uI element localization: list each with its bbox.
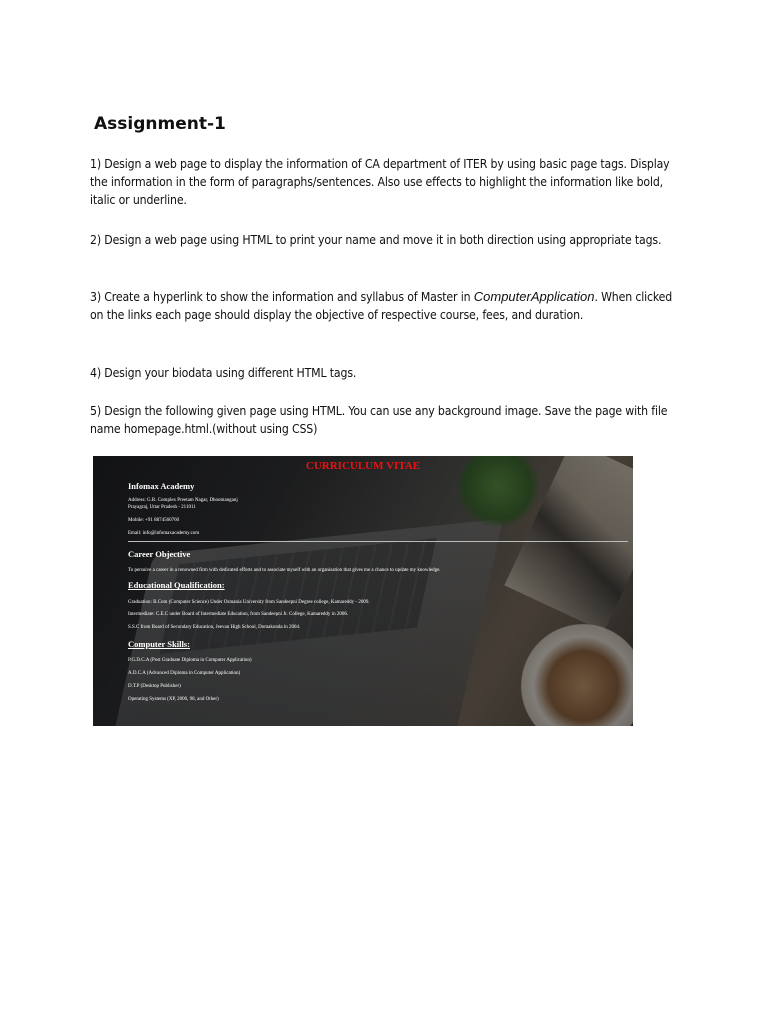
cv-education-heading: Educational Qualification: xyxy=(128,580,225,590)
cv-education-item: S.S.C from Board of Secondary Education, Jeevan High School, Domakonda in 2004. xyxy=(128,625,301,630)
question-3-highlight: ComputerApplication xyxy=(473,289,595,304)
cv-skill-item: P.G.D.C.A (Post Graduate Diploma in Computer Application) xyxy=(128,658,252,663)
cv-address-line-1: Address: G.R. Complex Preetam Nagar, Dhoomanganj xyxy=(128,498,238,503)
question-2: 2) Design a web page using HTML to print your name and move it in both direction using appropriate tags. xyxy=(90,233,662,247)
cv-mobile: Mobile: +91 8874560760 xyxy=(128,518,180,523)
cv-education-item: Graduation: B.Com (Computer Science) Under Osmania University from Sandeepni Degree college, Kamareddy - 2009. xyxy=(128,600,370,605)
cv-name: Infomax Academy xyxy=(128,481,195,491)
cv-email: Email: info@infomaxacademy.com xyxy=(128,531,200,536)
cv-skill-item: Operating Systems (XP, 2000, 98, and Other) xyxy=(128,697,219,702)
question-3-text-after: . When clicked on the links each page should display the objective of respective course, fees, and duration. xyxy=(90,290,673,322)
cv-skill-item: A.D.C.A (Advanced Diploma in Computer Application) xyxy=(128,671,241,676)
question-4: 4) Design your biodata using different HTML tags. xyxy=(90,366,357,380)
cv-address-line-2: Prayagraj, Uttar Pradesh - 211011 xyxy=(128,505,196,510)
cv-title: CURRICULUM VITAE xyxy=(305,460,421,472)
cv-career-text: To persuive a career in a renowned firm with dedicated efforts and to associate myself with an organisation that gives me a chance to update my knowledge. xyxy=(128,568,441,573)
cv-career-heading: Career Objective xyxy=(128,549,191,559)
question-3-text-before: 3) Create a hyperlink to show the information and syllabus of Master in xyxy=(90,290,474,304)
page-title: Assignment-1 xyxy=(94,114,226,134)
cv-divider xyxy=(128,541,628,542)
cv-education-item: Intermediate: C.E.C under Board of Intermediate Education, from Sandeepni Jr. College, Kamareddy in 2006. xyxy=(128,612,349,617)
question-3 xyxy=(90,288,680,324)
question-1: 1) Design a web page to display the information of CA department of ITER by using basic page tags. Display the information in the form of paragraphs/sentences. Also use effects to highlight the information like bold, italic or underline. xyxy=(90,157,670,207)
cv-skills-heading: Computer Skills: xyxy=(128,639,190,649)
cv-skill-item: D.T.P (Desktop Publisher) xyxy=(128,684,181,689)
question-5: 5) Design the following given page using HTML. You can use any background image. Save the page with file name homepage.html.(without using CSS) xyxy=(90,404,668,436)
cv-sample-image xyxy=(93,456,633,726)
